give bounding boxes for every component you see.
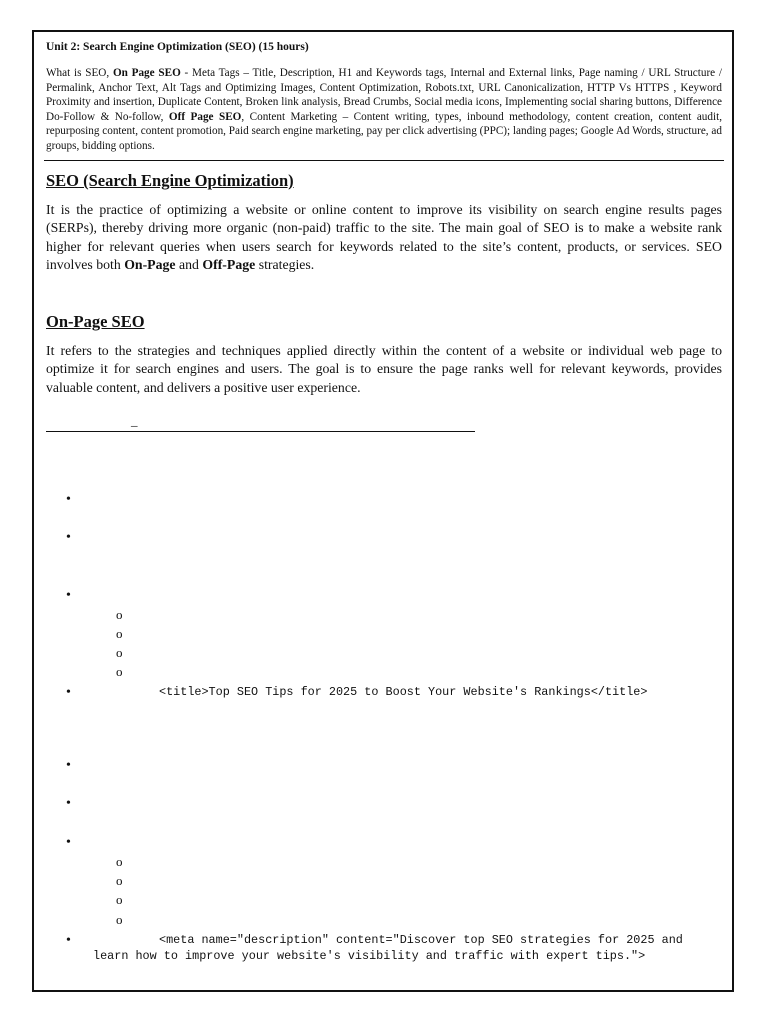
meta-description-example-line-2: learn how to improve your website's visibility and traffic with expert tips."> [93,949,646,963]
syllabus-off-page-seo: Off Page SEO [168,110,242,123]
sub-list-circle: o [116,873,123,888]
syllabus-part-3: , Content Marketing – Content writing, types, inbound methodology, content creation, content audit, repurposing content, content promotion, Paid search engine marketing, pay per click advertising (PPC); landing pages; Google Ad Words, structure, ad groups, bidding options. [46,110,723,152]
seo-text-2: and [175,256,203,272]
sub-list-circle: o [116,854,123,869]
syllabus-on-page-seo: On Page SEO [112,67,181,79]
sub-list-circle: o [116,607,123,622]
syllabus-block [46,41,722,154]
sub-list-circle: o [116,626,123,641]
seo-heading: SEO (Search Engine Optimization) [46,171,294,190]
list-bullet: • [66,530,71,545]
list-bullet: • [66,835,71,850]
seo-off-page-label: Off-Page [202,256,256,272]
list-bullet: • [66,685,71,700]
blank-underline [46,431,475,432]
seo-text-1: It is the practice of optimizing a website or online content to improve its visibility on search engine results pages (SERPs), thereby driving more organic (non-paid) traffic to the site. The main goal of SEO is to make a website rank higher for relevant queries when users search for keywords related to the site’s content, products, or services. SEO involves both [46,202,722,272]
list-bullet: • [66,796,71,811]
list-bullet: • [66,933,71,948]
seo-text-3: strategies. [255,256,315,272]
on-page-seo-paragraph: It refers to the strategies and techniques applied directly within the content of a website or individual web page to optimize it for search engines and users. The goal is to ensure the page ranks well for relevant keywords, provides valuable content, and delivers a positive user experience. [46,343,722,395]
on-page-seo-heading: On-Page SEO [46,312,145,331]
sub-list-circle: o [116,645,123,660]
dash-mark: _ [131,413,138,428]
sub-list-circle: o [116,664,123,679]
seo-on-page-label: On-Page [124,256,176,272]
list-bullet: • [66,758,71,773]
list-bullet: • [66,588,71,603]
syllabus-part-1: What is SEO, [46,67,113,79]
syllabus-part-2: - Meta Tags – Title, Description, H1 and Keywords tags, Internal and External links, Page naming / URL Structure / Permalink, Anchor Text, Alt Tags and Optimizing Images, Content Optimization, Robots.txt, URL Canonicalization, HTTP Vs HTTPS , Keyword Proximity and insertion, Duplicate Content, Broken link analysis, Bread Crumbs, Social media icons, Implementing social sharing buttons, Difference Do-Follow & No-follow, [46,67,723,123]
title-tag-example: <title>Top SEO Tips for 2025 to Boost Your Website's Rankings</title> [159,685,648,699]
seo-paragraph [46,201,722,274]
sub-list-circle: o [116,912,123,927]
syllabus-text [46,66,722,154]
sub-list-circle: o [116,892,123,907]
meta-description-example-line-1: <meta name="description" content="Discover top SEO strategies for 2025 and [159,933,683,947]
syllabus-divider [44,160,724,161]
list-bullet: • [66,492,71,507]
unit-title: Unit 2: Search Engine Optimization (SEO) (15 hours) [46,41,309,53]
